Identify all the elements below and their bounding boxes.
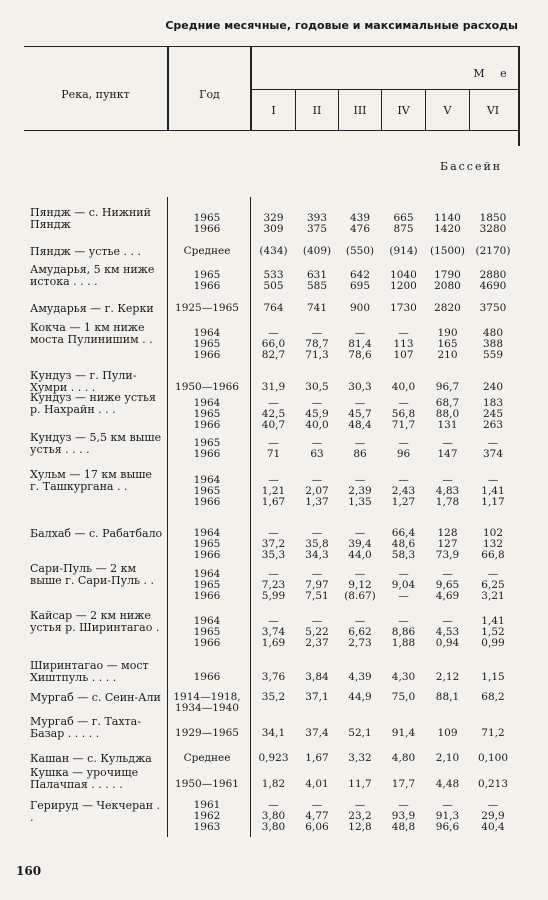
month-value-cell: 23,2 — [348, 810, 372, 822]
month-value-cell: 1040 — [390, 269, 417, 281]
river-station-name: Сари-Пуль — 2 км выше г. Сари-Пуль . . — [30, 562, 155, 587]
month-value-cell: 4,69 — [435, 590, 460, 602]
month-value-cell: 6,06 — [305, 821, 329, 833]
month-value-cell: 1,52 — [481, 626, 505, 638]
month-value-cell: 3280 — [479, 223, 507, 235]
month-header-4: IV — [397, 104, 410, 117]
month-value-cell: 66,4 — [391, 527, 416, 539]
month-value-cell: (914) — [389, 245, 418, 257]
column-header-year: Год — [199, 88, 220, 101]
month-value-cell: 66,8 — [481, 549, 505, 561]
month-value-cell: 34,3 — [305, 549, 329, 561]
month-value-cell: 30,3 — [348, 381, 372, 393]
month-value-cell: 37,2 — [261, 538, 286, 550]
page-number: 160 — [16, 864, 42, 878]
month-value-cell: — — [354, 799, 366, 811]
month-value-cell: — — [442, 568, 453, 580]
year-cell: 1966 — [193, 590, 221, 602]
month-value-cell: 3,76 — [261, 671, 286, 683]
month-value-cell: — — [268, 615, 279, 627]
month-value-cell: 4,01 — [305, 778, 329, 790]
month-value-cell: 875 — [393, 223, 414, 235]
month-value-cell: (8.67) — [344, 590, 376, 602]
month-value-cell: 263 — [482, 419, 504, 431]
month-value-cell: 68,2 — [481, 691, 505, 703]
table-title: Средние месячные, годовые и максимальные расходы — [165, 19, 518, 32]
month-value-cell: — — [311, 474, 323, 486]
month-value-cell: 11,7 — [348, 778, 372, 790]
month-value-cell: 71,7 — [391, 419, 416, 431]
month-value-cell: 81,4 — [348, 338, 372, 350]
month-value-cell: 68,7 — [435, 397, 460, 409]
month-value-cell: — — [268, 527, 279, 539]
month-value-cell: — — [311, 397, 323, 409]
month-value-cell: 128 — [437, 527, 458, 539]
year-cell: 1950—1966 — [175, 381, 239, 393]
month-value-cell: 2080 — [434, 280, 461, 292]
month-value-cell: — — [442, 474, 453, 486]
month-value-cell: 1,35 — [348, 496, 372, 508]
year-cell: 1965 — [193, 538, 221, 550]
month-value-cell: 4,80 — [391, 752, 416, 764]
month-value-cell: 82,7 — [261, 349, 286, 361]
month-value-cell: 2,43 — [391, 485, 416, 497]
year-cell: 1966 — [193, 280, 221, 292]
header-col-divider-2 — [250, 46, 252, 130]
month-value-cell: 0,99 — [481, 637, 505, 649]
month-value-cell: 9,65 — [435, 579, 460, 591]
month-value-cell: 3,74 — [261, 626, 286, 638]
year-cell: 1965 — [193, 485, 221, 497]
month-value-cell: 63 — [310, 448, 324, 460]
column-header-river: Река, пункт — [61, 88, 130, 101]
river-station-name: Хульм — 17 км выше г. Ташкургана . . — [30, 468, 152, 493]
year-cell: 1964 — [193, 474, 221, 486]
month-value-cell: 210 — [437, 349, 458, 361]
month-value-cell: 533 — [263, 269, 284, 281]
month-value-cell: 127 — [437, 538, 458, 550]
month-value-cell: 35,2 — [261, 691, 286, 703]
month-value-cell: 45,9 — [305, 408, 329, 420]
year-cell: 1966 — [193, 496, 221, 508]
month-value-cell: — — [354, 474, 366, 486]
year-cell: 1966 — [193, 448, 221, 460]
month-value-cell: — — [268, 327, 279, 339]
month-value-cell: 1,17 — [481, 496, 505, 508]
month-value-cell: 71,3 — [305, 349, 329, 361]
month-value-cell: (2170) — [475, 245, 511, 257]
month-value-cell: 73,9 — [435, 549, 460, 561]
year-cell: 1964 — [193, 615, 221, 627]
month-value-cell: 37,1 — [305, 691, 329, 703]
month-value-cell: — — [354, 327, 366, 339]
river-station-name: Мургаб — г. Тахта-Базар . . . . . — [30, 715, 141, 740]
month-value-cell: 3,80 — [261, 810, 286, 822]
month-value-cell: 585 — [306, 280, 328, 292]
month-value-cell: 96,7 — [435, 381, 460, 393]
month-value-cell: 93,9 — [391, 810, 416, 822]
month-value-cell: (434) — [259, 245, 288, 257]
month-value-cell: — — [354, 437, 366, 449]
month-value-cell: 4690 — [479, 280, 507, 292]
month-value-cell: 4,39 — [348, 671, 372, 683]
month-value-cell: 1,27 — [391, 496, 416, 508]
month-value-cell: 1,41 — [481, 485, 505, 497]
river-station-name: Кундуз — 5,5 км выше устья . . . . — [30, 431, 162, 456]
month-value-cell: — — [487, 474, 499, 486]
river-station-name: Кундуз — ниже устья р. Нахрайн . . . — [30, 391, 156, 416]
month-value-cell: — — [268, 799, 279, 811]
month-value-cell: 12,8 — [348, 821, 372, 833]
month-value-cell: 3,21 — [481, 590, 505, 602]
body-col-divider-2 — [250, 197, 251, 837]
month-value-cell: — — [442, 799, 453, 811]
year-cell: 1965 — [193, 579, 221, 591]
month-value-cell: 96,6 — [435, 821, 460, 833]
month-value-cell: 1,88 — [391, 637, 416, 649]
month-value-cell: 113 — [393, 338, 414, 350]
month-value-cell: 165 — [437, 338, 458, 350]
river-station-name: Пяндж — устье . . . — [30, 245, 141, 258]
month-value-cell: 4,83 — [435, 485, 460, 497]
month-value-cell: 3,32 — [348, 752, 372, 764]
year-cell: 1965 — [193, 626, 221, 638]
month-value-cell: — — [268, 568, 279, 580]
month-value-cell: 1,37 — [305, 496, 329, 508]
year-cell: 1963 — [193, 821, 221, 833]
month-value-cell: 78,7 — [305, 338, 329, 350]
month-value-cell: 8,86 — [391, 626, 416, 638]
month-value-cell: 393 — [306, 212, 328, 224]
month-value-cell: 45,7 — [348, 408, 372, 420]
month-value-cell: 102 — [482, 527, 504, 539]
month-value-cell: 1,21 — [261, 485, 286, 497]
month-value-cell: 1,69 — [261, 637, 286, 649]
river-station-name: Ширинтагао — мост Хиштпуль . . . . — [30, 659, 149, 684]
month-value-cell: 0,923 — [258, 752, 289, 764]
month-value-cell: 107 — [393, 349, 414, 361]
year-cell: 1965 — [193, 437, 221, 449]
year-cell: 1934—1940 — [175, 702, 239, 714]
header-top-rule — [24, 46, 520, 47]
month-value-cell: 3,80 — [261, 821, 286, 833]
river-station-name: Амударья — г. Керки — [30, 302, 154, 315]
month-value-cell: 2,10 — [435, 752, 460, 764]
year-cell: 1962 — [193, 810, 221, 822]
year-cell: Среднее — [183, 245, 231, 257]
year-cell: 1950—1961 — [175, 778, 239, 790]
month-value-cell: 2,37 — [305, 637, 329, 649]
month-value-cell: 71,2 — [481, 727, 505, 739]
river-station-name: Балхаб — с. Рабатбало — [30, 527, 163, 540]
month-value-cell: 240 — [482, 381, 504, 393]
month-value-cell: 1,67 — [261, 496, 286, 508]
river-station-name: Пяндж — с. Нижний Пяндж — [30, 206, 151, 231]
month-value-cell: 476 — [349, 223, 371, 235]
month-value-cell: 2,12 — [435, 671, 460, 683]
month-value-cell: 86 — [353, 448, 367, 460]
month-value-cell: 375 — [306, 223, 328, 235]
river-station-name: Кашан — с. Кульджа — [30, 752, 152, 765]
month-value-cell: (409) — [302, 245, 332, 257]
month-value-cell: — — [487, 799, 499, 811]
month-value-cell: 56,8 — [391, 408, 416, 420]
month-value-cell: 2820 — [434, 302, 461, 314]
month-value-cell: 3750 — [479, 302, 507, 314]
month-value-cell: 48,8 — [391, 821, 416, 833]
month-value-cell: 388 — [482, 338, 504, 350]
year-cell: 1964 — [193, 397, 221, 409]
month-value-cell: 2880 — [479, 269, 507, 281]
month-value-cell: 147 — [437, 448, 458, 460]
month-value-cell: 52,1 — [348, 727, 372, 739]
month-value-cell: — — [311, 615, 323, 627]
year-cell: 1964 — [193, 568, 221, 580]
year-cell: 1966 — [193, 671, 221, 683]
month-value-cell: 78,6 — [348, 349, 372, 361]
month-value-cell: 4,77 — [305, 810, 329, 822]
month-value-cell: 374 — [482, 448, 504, 460]
month-value-cell: 91,4 — [391, 727, 416, 739]
month-value-cell: 44,9 — [348, 691, 372, 703]
month-value-cell: 7,97 — [305, 579, 329, 591]
month-value-cell: 1850 — [479, 212, 507, 224]
year-cell: 1964 — [193, 527, 221, 539]
month-value-cell: 480 — [482, 327, 504, 339]
year-cell: 1925—1965 — [175, 302, 239, 314]
year-cell: 1965 — [193, 408, 221, 420]
month-value-cell: 505 — [263, 280, 284, 292]
month-value-cell: 39,4 — [348, 538, 372, 550]
month-value-cell: 88,1 — [435, 691, 460, 703]
month-value-cell: 31,9 — [261, 381, 286, 393]
year-cell: 1965 — [193, 338, 221, 350]
month-value-cell: 5,22 — [305, 626, 329, 638]
month-value-cell: 439 — [349, 212, 371, 224]
year-cell: 1966 — [193, 223, 221, 235]
month-value-cell: 40,7 — [261, 419, 286, 431]
month-value-cell: 48,6 — [391, 538, 416, 550]
month-value-cell: 109 — [437, 727, 458, 739]
month-value-cell: — — [311, 437, 323, 449]
month-value-cell: 309 — [263, 223, 284, 235]
month-value-cell: 1,82 — [261, 778, 286, 790]
year-cell: Среднее — [183, 752, 231, 764]
month-value-cell: 35,3 — [261, 549, 286, 561]
month-value-cell: 44,0 — [348, 549, 372, 561]
month-value-cell: 7,51 — [305, 590, 329, 602]
month-value-cell: 88,0 — [435, 408, 460, 420]
month-value-cell: 1,67 — [305, 752, 329, 764]
month-value-cell: — — [398, 568, 409, 580]
month-value-cell: 40,0 — [391, 381, 416, 393]
month-value-cell: 37,4 — [305, 727, 329, 739]
month-value-cell: 1,78 — [435, 496, 460, 508]
month-value-cell: 96 — [396, 448, 411, 460]
month-value-cell: — — [268, 437, 279, 449]
month-value-cell: — — [398, 799, 409, 811]
month-value-cell: 900 — [349, 302, 371, 314]
month-value-cell: 132 — [482, 538, 504, 550]
month-value-cell: 58,3 — [391, 549, 416, 561]
month-value-cell: 695 — [349, 280, 371, 292]
body-col-divider-1 — [167, 197, 168, 837]
month-value-cell: — — [398, 397, 409, 409]
month-value-cell: — — [354, 527, 366, 539]
month-value-cell: 0,94 — [435, 637, 460, 649]
month-header-3: III — [353, 104, 367, 117]
month-value-cell: 665 — [393, 212, 414, 224]
month-value-cell: 245 — [482, 408, 504, 420]
year-cell: 1966 — [193, 637, 221, 649]
month-header-2: II — [312, 104, 322, 117]
month-value-cell: 17,7 — [391, 778, 416, 790]
month-value-cell: — — [398, 327, 409, 339]
month-value-cell: — — [487, 568, 499, 580]
month-value-cell: 75,0 — [391, 691, 416, 703]
month-value-cell: 0,100 — [477, 752, 509, 764]
river-station-name: Мургаб — с. Сеин-Али — [30, 691, 161, 704]
header-right-edge — [518, 46, 520, 146]
month-value-cell: — — [442, 437, 453, 449]
month-value-cell: 66,0 — [261, 338, 286, 350]
year-cell: 1966 — [193, 549, 221, 561]
month-value-cell: — — [442, 615, 453, 627]
month-value-cell: 30,5 — [305, 381, 329, 393]
month-value-cell: 190 — [437, 327, 458, 339]
basin-section-title: Бассейн — [440, 160, 503, 173]
month-header-6: VI — [486, 104, 500, 117]
year-cell: 1966 — [193, 349, 221, 361]
month-value-cell: 3,84 — [305, 671, 329, 683]
month-value-cell: 131 — [437, 419, 458, 431]
month-value-cell: 2,39 — [348, 485, 372, 497]
river-station-name: Кайсар — 2 км ниже устья р. Ширинтагао . — [30, 609, 160, 634]
month-value-cell: — — [398, 437, 409, 449]
river-station-name: Амударья, 5 км ниже истока . . . . — [30, 263, 155, 288]
month-header-5: V — [443, 104, 452, 117]
month-value-cell: 29,9 — [481, 810, 505, 822]
month-value-cell: (1500) — [430, 245, 465, 257]
year-cell: 1914—1918, — [173, 691, 241, 703]
header-bottom-rule — [24, 130, 520, 131]
month-value-cell: — — [354, 615, 366, 627]
month-value-cell: 4,48 — [435, 778, 460, 790]
river-station-name: Кушка — урочище Палачпая . . . . . — [30, 766, 139, 791]
month-value-cell: 48,4 — [348, 419, 372, 431]
month-value-cell: — — [398, 474, 409, 486]
month-value-cell: 35,8 — [305, 538, 329, 550]
month-value-cell: 1790 — [434, 269, 461, 281]
month-value-cell: 4,30 — [391, 671, 416, 683]
year-cell: 1965 — [193, 212, 221, 224]
month-value-cell: 5,99 — [261, 590, 286, 602]
month-value-cell: 40,0 — [305, 419, 329, 431]
year-cell: 1965 — [193, 269, 221, 281]
month-value-cell: 6,25 — [481, 579, 505, 591]
month-value-cell: — — [354, 568, 366, 580]
month-value-cell: — — [398, 615, 409, 627]
month-value-cell: 42,5 — [261, 408, 286, 420]
month-value-cell: 71 — [266, 448, 281, 460]
month-value-cell: 1420 — [434, 223, 461, 235]
month-value-cell: (550) — [345, 245, 375, 257]
month-value-cell: — — [311, 568, 323, 580]
month-value-cell: 2,07 — [305, 485, 329, 497]
month-value-cell: 183 — [482, 397, 504, 409]
month-value-cell: 7,23 — [261, 579, 286, 591]
year-cell: 1961 — [193, 799, 221, 811]
month-value-cell: — — [311, 327, 323, 339]
month-value-cell: — — [398, 590, 409, 602]
month-value-cell: 4,53 — [435, 626, 460, 638]
month-value-cell: 0,213 — [477, 778, 509, 790]
month-value-cell: 1,15 — [481, 671, 505, 683]
month-value-cell: — — [311, 799, 323, 811]
month-value-cell: 2,73 — [348, 637, 372, 649]
column-header-months: М е — [473, 67, 513, 80]
river-station-name: Герируд — Чекчеран . . — [30, 799, 161, 824]
month-value-cell: — — [354, 397, 366, 409]
year-cell: 1966 — [193, 419, 221, 431]
month-value-cell: 91,3 — [435, 810, 460, 822]
month-value-cell: 40,4 — [481, 821, 505, 833]
month-value-cell: 9,04 — [391, 579, 416, 591]
month-value-cell: — — [268, 474, 279, 486]
month-value-cell: — — [268, 397, 279, 409]
month-value-cell: — — [311, 527, 323, 539]
month-value-cell: 1200 — [390, 280, 417, 292]
month-value-cell: 1730 — [390, 302, 417, 314]
month-value-cell: 559 — [482, 349, 504, 361]
river-station-name: Кундуз — г. Пули-Хумри . . . . — [30, 369, 137, 394]
month-value-cell: 631 — [306, 269, 328, 281]
year-cell: 1964 — [193, 327, 221, 339]
month-header-1: I — [271, 104, 276, 117]
month-value-cell: 642 — [349, 269, 371, 281]
month-value-cell: 9,12 — [348, 579, 372, 591]
river-station-name: Кокча — 1 км ниже моста Пулинишим . . — [30, 321, 153, 346]
month-value-cell: 6,62 — [348, 626, 372, 638]
month-value-cell: 764 — [263, 302, 284, 314]
month-value-cell: 1,41 — [481, 615, 505, 627]
month-value-cell: — — [487, 437, 499, 449]
month-value-cell: 1140 — [434, 212, 461, 224]
month-value-cell: 34,1 — [261, 727, 286, 739]
month-value-cell: 329 — [263, 212, 284, 224]
months-rule — [251, 89, 520, 90]
year-cell: 1929—1965 — [175, 727, 239, 739]
month-value-cell: 741 — [306, 302, 328, 314]
